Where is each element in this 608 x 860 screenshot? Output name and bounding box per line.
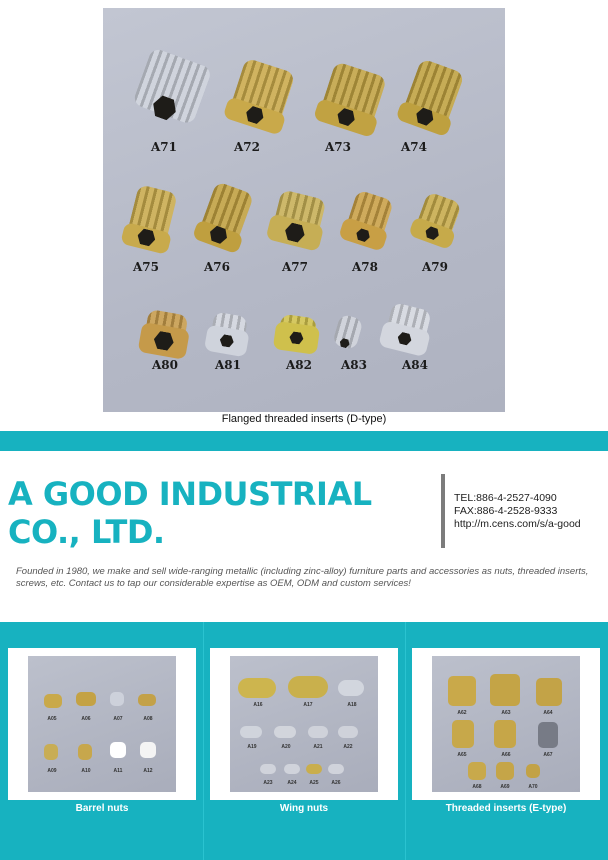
- wing-nut-a24: [284, 764, 300, 774]
- label-a09: A09: [47, 768, 57, 774]
- wing-nut-a20: [274, 726, 296, 738]
- insert-a63: [490, 674, 520, 706]
- barrel-nut-a08: [138, 694, 156, 706]
- label-a20: A20: [281, 744, 291, 750]
- label-a82: A82: [285, 358, 312, 372]
- label-a70: A70: [528, 784, 538, 790]
- insert-a70: [526, 764, 540, 778]
- label-a67: A67: [543, 752, 553, 758]
- label-a69: A69: [500, 784, 510, 790]
- barrel-nut-a12: [140, 742, 156, 758]
- insert-a79: [412, 191, 462, 248]
- phone-number: TEL:886-4-2527-4090: [454, 492, 557, 504]
- panel-divider: [203, 622, 204, 860]
- wing-nut-a22: [338, 726, 358, 738]
- insert-a67: [538, 722, 558, 748]
- label-a05: A05: [47, 716, 57, 722]
- label-a83: A83: [340, 358, 367, 372]
- label-a11: A11: [113, 768, 123, 774]
- contact-divider: [441, 474, 445, 548]
- panel-threaded-inserts-e-type: [412, 648, 600, 800]
- wing-nut-a16: [238, 678, 276, 698]
- insert-a62: [448, 676, 476, 706]
- label-a72: A72: [233, 140, 260, 154]
- accent-band: [0, 431, 608, 451]
- insert-a77: [269, 189, 326, 251]
- label-a26: A26: [331, 780, 341, 786]
- barrel-nuts-photo: [28, 656, 176, 792]
- label-a08: A08: [143, 716, 153, 722]
- wing-nut-a19: [240, 726, 262, 738]
- label-a18: A18: [347, 702, 357, 708]
- e-type-inserts-photo: [432, 656, 580, 792]
- label-a66: A66: [501, 752, 511, 758]
- wing-nut-a23: [260, 764, 276, 774]
- insert-a74: [399, 58, 465, 136]
- label-a65: A65: [457, 752, 467, 758]
- product-photo-d-type: [103, 8, 505, 412]
- label-a77: A77: [281, 260, 308, 274]
- insert-a76: [196, 181, 255, 253]
- insert-a69: [496, 762, 514, 780]
- label-a79: A79: [421, 260, 448, 274]
- barrel-nut-a10: [78, 744, 92, 760]
- insert-a73: [317, 61, 388, 137]
- wing-nut-a26: [328, 764, 344, 774]
- label-a64: A64: [543, 710, 553, 716]
- wing-nut-a17: [288, 676, 328, 698]
- insert-a83: [330, 313, 364, 356]
- label-a63: A63: [501, 710, 511, 716]
- panel-title-barrel-nuts: Barrel nuts: [75, 803, 129, 814]
- label-a68: A68: [472, 784, 482, 790]
- label-a62: A62: [457, 710, 467, 716]
- label-a74: A74: [400, 140, 427, 154]
- label-a23: A23: [263, 780, 273, 786]
- label-a06: A06: [81, 716, 91, 722]
- label-a81: A81: [214, 358, 241, 372]
- label-a25: A25: [309, 780, 319, 786]
- label-a07: A07: [113, 716, 123, 722]
- insert-a75: [124, 184, 178, 254]
- contact-block: [454, 492, 581, 531]
- panel-wing-nuts: [210, 648, 398, 800]
- label-a16: A16: [253, 702, 263, 708]
- product-panels: [0, 622, 608, 860]
- company-description: Founded in 1980, we make and sell wide-ranging metallic (including zinc-alloy) furniture parts and accessories as nuts, threaded inserts, screws, etc. Contact us to tap our considerable expertise as OEM, ODM and custom services!: [16, 566, 589, 589]
- label-a73: A73: [324, 140, 351, 154]
- barrel-nut-a05: [44, 694, 62, 708]
- label-a76: A76: [203, 260, 230, 274]
- label-a21: A21: [313, 744, 323, 750]
- wing-nut-a21: [308, 726, 328, 738]
- insert-a72: [226, 58, 295, 135]
- wing-nut-a25: [306, 764, 322, 774]
- label-a22: A22: [343, 744, 353, 750]
- insert-a66: [494, 720, 516, 748]
- panel-title-e-type: Threaded inserts (E-type): [445, 803, 567, 814]
- insert-a71: [129, 47, 212, 133]
- label-a19: A19: [247, 744, 257, 750]
- insert-a80: [141, 309, 188, 359]
- label-a80: A80: [151, 358, 178, 372]
- wing-nuts-photo: [230, 656, 378, 792]
- label-a71: A71: [150, 140, 177, 154]
- fax-number: FAX:886-4-2528-9333: [454, 505, 558, 517]
- insert-a68: [468, 762, 486, 780]
- label-a78: A78: [351, 260, 378, 274]
- barrel-nut-a07: [110, 692, 124, 706]
- panel-title-wing-nuts: Wing nuts: [279, 803, 329, 814]
- insert-a81: [208, 311, 248, 356]
- wing-nut-a18: [338, 680, 364, 696]
- label-a17: A17: [303, 702, 313, 708]
- panel-barrel-nuts: [8, 648, 196, 800]
- barrel-nut-a06: [76, 692, 96, 706]
- label-a12: A12: [143, 768, 153, 774]
- panel-divider: [405, 622, 406, 860]
- insert-a64: [536, 678, 562, 706]
- label-a84: A84: [401, 358, 428, 372]
- label-a24: A24: [287, 780, 297, 786]
- hero-caption: Flanged threaded inserts (D-type): [221, 413, 387, 425]
- label-a75: A75: [132, 260, 159, 274]
- website-link[interactable]: http://m.cens.com/s/a-good: [454, 518, 581, 530]
- insert-a78: [342, 189, 394, 250]
- company-name: A GOOD INDUSTRIAL CO., LTD.: [8, 475, 372, 551]
- insert-a82: [277, 314, 318, 355]
- barrel-nut-a11: [110, 742, 126, 758]
- barrel-nut-a09: [44, 744, 58, 760]
- insert-a65: [452, 720, 474, 748]
- insert-a84: [382, 302, 432, 356]
- label-a10: A10: [81, 768, 91, 774]
